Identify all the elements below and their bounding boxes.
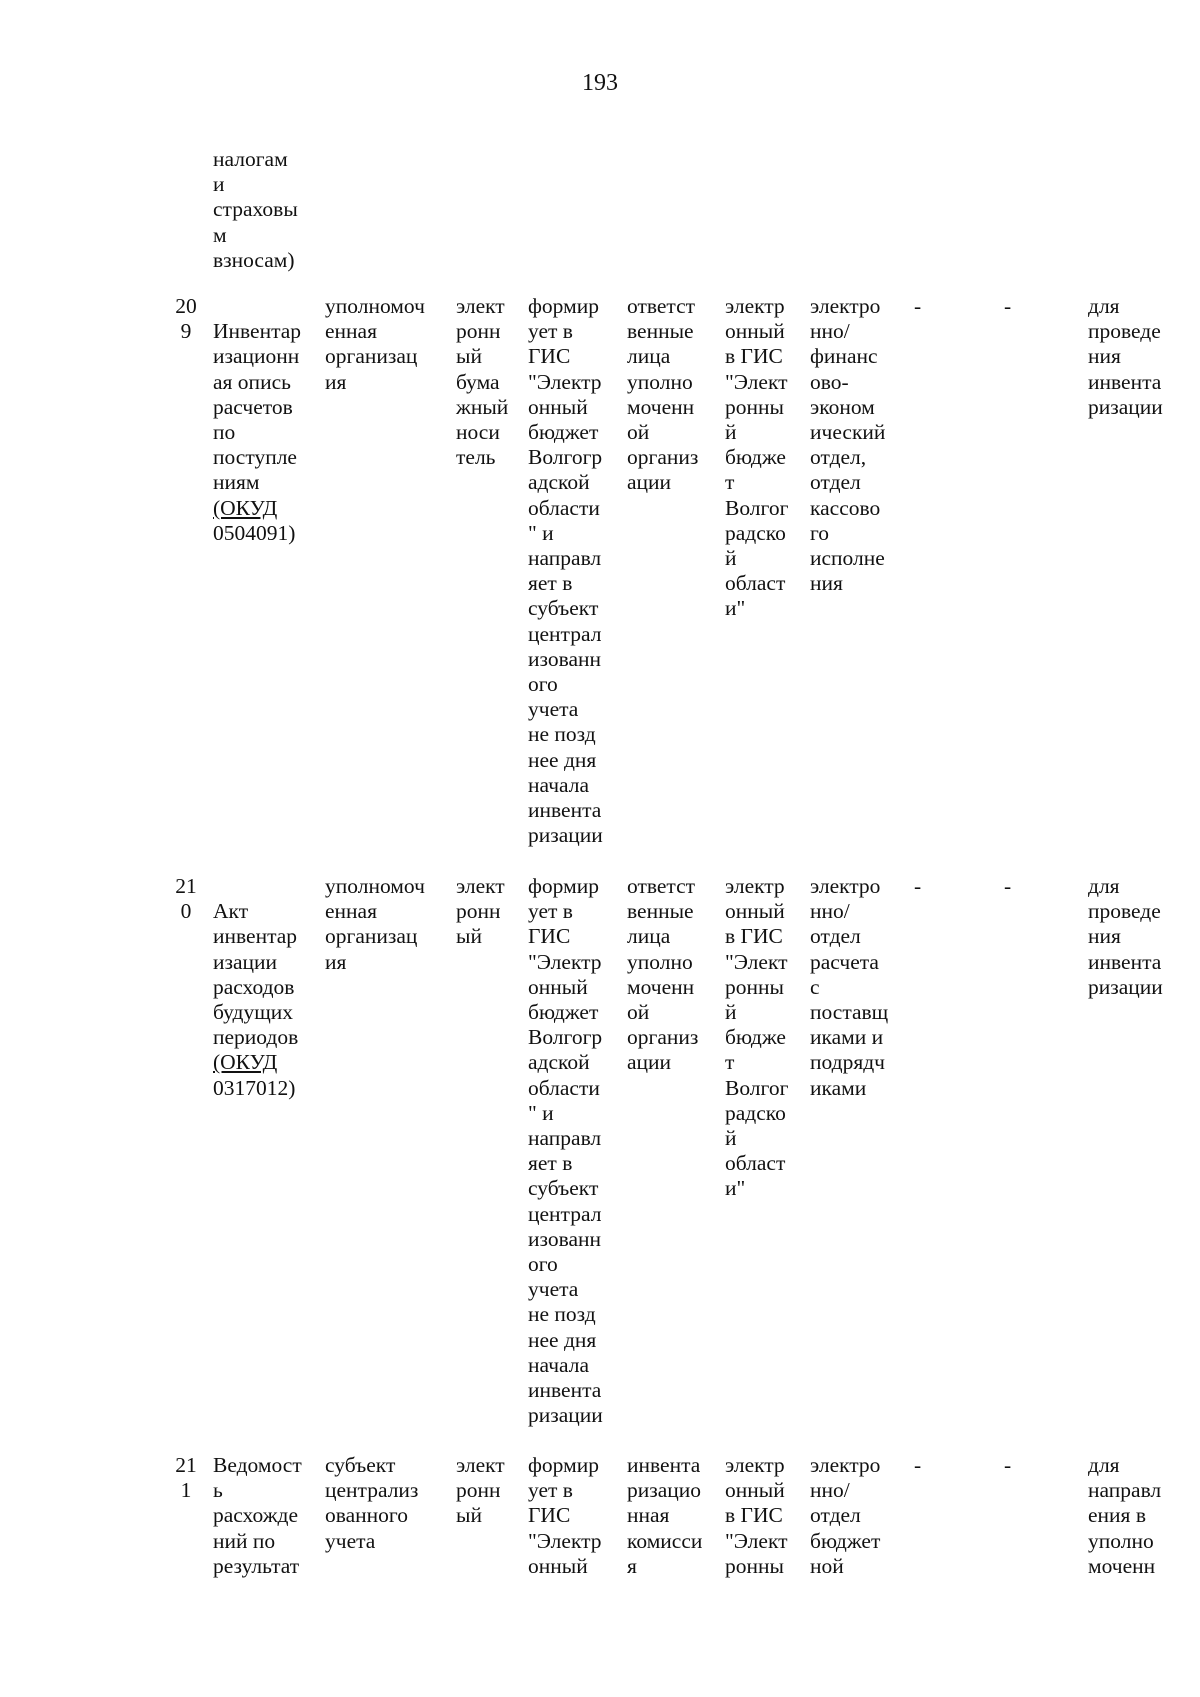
document-name-cell (213, 294, 323, 571)
recipient-cell: электро нно/ отдел бюджет ной (810, 1453, 881, 1578)
action-cell: формир ует в ГИС "Электр онный бюджет Волгогр адской области " и направл яет в субъект централ изованн ого учета не позд нее дня начала инвента ризации (528, 294, 603, 848)
dash-cell: - (1004, 874, 1012, 898)
recipient-cell: электро нно/ финанс ово- эконом ический отдел, отдел кассово го исполне ния (810, 294, 886, 596)
okud-code: 0317012) (213, 1075, 296, 1100)
document-name: Инвентар изационн ая опись расчетов по поступле ниям (213, 319, 302, 495)
form-cell: элект ронн ый (456, 874, 505, 949)
dash-cell: - (914, 294, 922, 318)
okud-code: 0504091) (213, 520, 296, 545)
responsible-cell: ответст венные лица уполно моченн ой организ ации (627, 874, 699, 1075)
row-number: 20 9 (175, 294, 197, 344)
creator-cell: субъект централиз ованного учета (325, 1453, 419, 1553)
transfer-method-cell: электр онный в ГИС "Элект ронны й бюдже т Волгог радско й област и" (725, 874, 789, 1201)
dash-cell: - (914, 1453, 922, 1477)
form-cell: элект ронн ый бума жный носи тель (456, 294, 509, 470)
creator-cell: уполномоч енная организац ия (325, 874, 425, 974)
creator-cell: уполномоч енная организац ия (325, 294, 425, 394)
okud-link[interactable]: (ОКУД (213, 1050, 278, 1075)
recipient-cell: электро нно/ отдел расчета с поставщ иками и подрядч иками (810, 874, 889, 1100)
action-cell: формир ует в ГИС "Электр онный (528, 1453, 602, 1578)
action-cell: формир ует в ГИС "Электр онный бюджет Волгогр адской области " и направл яет в субъект централ изованн ого учета не позд нее дня начала инвента ризации (528, 874, 603, 1428)
form-cell: элект ронн ый (456, 1453, 505, 1528)
purpose-cell: для направл ения в уполно моченн (1088, 1453, 1162, 1578)
dash-cell: - (1004, 294, 1012, 318)
okud-reference (213, 496, 323, 546)
document-name-cell (213, 874, 323, 1126)
document-name-cell: Ведомост ь расхожде ний по результат (213, 1453, 302, 1578)
dash-cell: - (1004, 1453, 1012, 1477)
document-name: Акт инвентар изации расходов будущих периодов (213, 899, 299, 1050)
row-number: 21 0 (175, 874, 197, 924)
transfer-method-cell: электр онный в ГИС "Элект ронны (725, 1453, 788, 1578)
responsible-cell: инвента ризацио нная комисси я (627, 1453, 703, 1578)
purpose-cell: для проведе ния инвента ризации (1088, 874, 1163, 999)
transfer-method-cell: электр онный в ГИС "Элект ронны й бюдже т Волгог радско й област и" (725, 294, 789, 621)
purpose-cell: для проведе ния инвента ризации (1088, 294, 1163, 419)
dash-cell: - (914, 874, 922, 898)
carryover-name-cell: налогам и страховы м взносам) (213, 147, 298, 272)
page-number: 193 (582, 70, 618, 96)
responsible-cell: ответст венные лица уполно моченн ой организ ации (627, 294, 699, 495)
okud-link[interactable]: (ОКУД (213, 495, 278, 520)
row-number: 21 1 (175, 1453, 197, 1503)
okud-reference (213, 1050, 323, 1100)
